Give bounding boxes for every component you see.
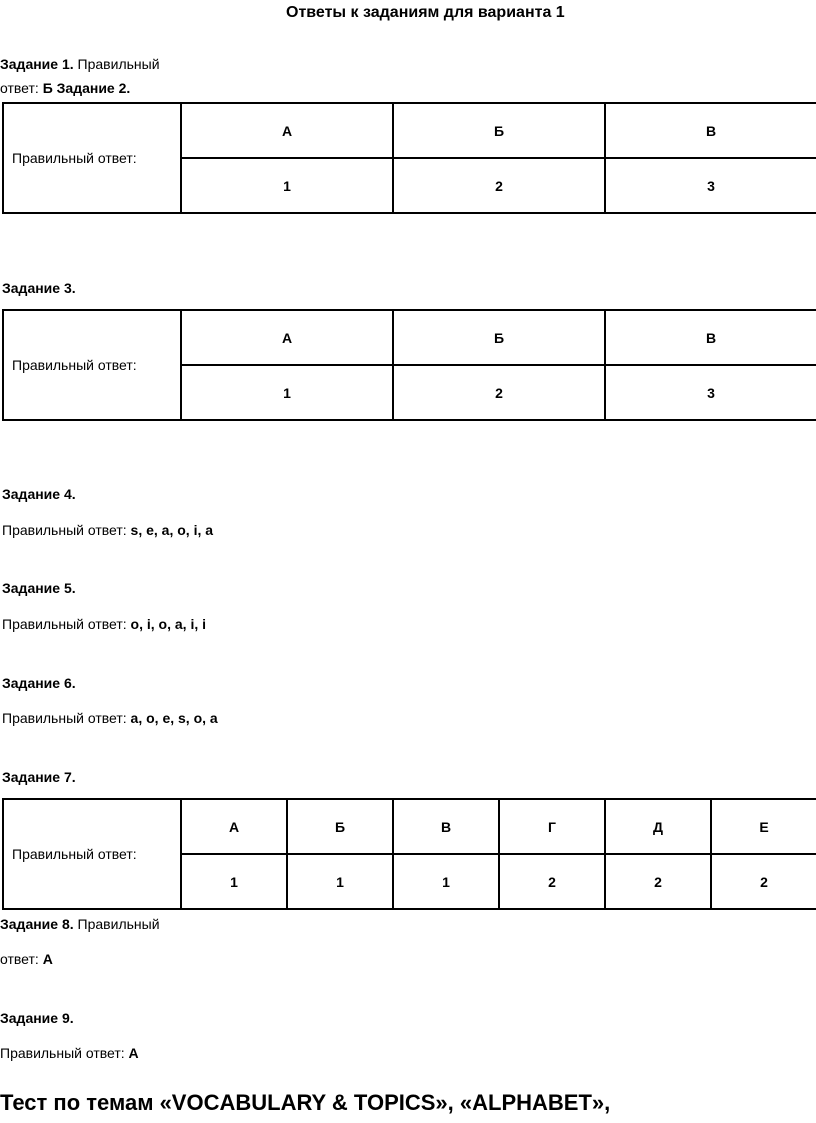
task7-value-cell: 2 xyxy=(711,854,816,909)
section-heading: Тест по темам «VOCABULARY & TOPICS», «ALPHABET», xyxy=(0,1090,611,1115)
task1-answer: Б xyxy=(42,80,53,96)
task8-line2 xyxy=(0,951,53,967)
task3-value-cell: 1 xyxy=(181,365,393,420)
task6-prefix: Правильный ответ: xyxy=(2,710,127,726)
task2-answer-label: Правильный ответ: xyxy=(3,103,181,213)
task8-label: Задание 8. xyxy=(0,916,74,932)
task6-answer-line xyxy=(2,710,218,726)
task7-header-cell: А xyxy=(181,799,287,854)
task4-answer-line xyxy=(2,522,213,538)
task1-text2: ответ: xyxy=(0,80,39,96)
task7-value-cell: 1 xyxy=(181,854,287,909)
task5-label: Задание 5. xyxy=(2,580,76,596)
task9-prefix: Правильный ответ: xyxy=(0,1045,125,1061)
task2-value-cell: 3 xyxy=(605,158,816,213)
task7-header-cell: В xyxy=(393,799,499,854)
task4-answer: s, e, a, o, i, a xyxy=(130,522,214,538)
task2-table xyxy=(2,102,816,214)
task3-label: Задание 3. xyxy=(2,280,76,296)
task1-line1 xyxy=(0,56,160,72)
task7-value-cell: 2 xyxy=(605,854,711,909)
page-title: Ответы к заданиям для варианта 1 xyxy=(286,4,565,21)
task2-header-cell: Б xyxy=(393,103,605,158)
task2-value-cell: 2 xyxy=(393,158,605,213)
task2-value-cell: 1 xyxy=(181,158,393,213)
task7-header-cell: Б xyxy=(287,799,393,854)
task4-label: Задание 4. xyxy=(2,486,76,502)
task8-answer: А xyxy=(42,951,53,967)
task7-answer-label: Правильный ответ: xyxy=(3,799,181,909)
task9-answer: А xyxy=(128,1045,139,1061)
task9-label: Задание 9. xyxy=(0,1010,74,1026)
task3-header-cell: А xyxy=(181,310,393,365)
task8-text1: Правильный xyxy=(77,916,160,932)
task7-value-cell: 1 xyxy=(287,854,393,909)
task2-header-cell: А xyxy=(181,103,393,158)
task8-line1 xyxy=(0,916,160,932)
task3-value-cell: 2 xyxy=(393,365,605,420)
task7-header-cell: Е xyxy=(711,799,816,854)
task9-answer-line xyxy=(0,1045,139,1061)
task5-answer: o, i, o, a, i, i xyxy=(130,616,207,632)
task2-header-cell: В xyxy=(605,103,816,158)
task1-line2 xyxy=(0,80,130,96)
task7-table xyxy=(2,798,816,910)
task3-header-cell: В xyxy=(605,310,816,365)
task3-value-cell: 3 xyxy=(605,365,816,420)
task7-header-cell: Д xyxy=(605,799,711,854)
task7-header-cell: Г xyxy=(499,799,605,854)
task6-answer: a, o, e, s, o, a xyxy=(130,710,218,726)
task3-answer-label: Правильный ответ: xyxy=(3,310,181,420)
task7-value-cell: 1 xyxy=(393,854,499,909)
task3-header-cell: Б xyxy=(393,310,605,365)
task6-label: Задание 6. xyxy=(2,675,76,691)
task8-text2: ответ: xyxy=(0,951,39,967)
task1-label: Задание 1. xyxy=(0,56,74,72)
task2-label: Задание 2. xyxy=(56,80,131,96)
task7-value-cell: 2 xyxy=(499,854,605,909)
task4-prefix: Правильный ответ: xyxy=(2,522,127,538)
task5-prefix: Правильный ответ: xyxy=(2,616,127,632)
task1-text1: Правильный xyxy=(77,56,160,72)
task7-label: Задание 7. xyxy=(2,769,76,785)
task5-answer-line xyxy=(2,616,206,632)
task3-table xyxy=(2,309,816,421)
